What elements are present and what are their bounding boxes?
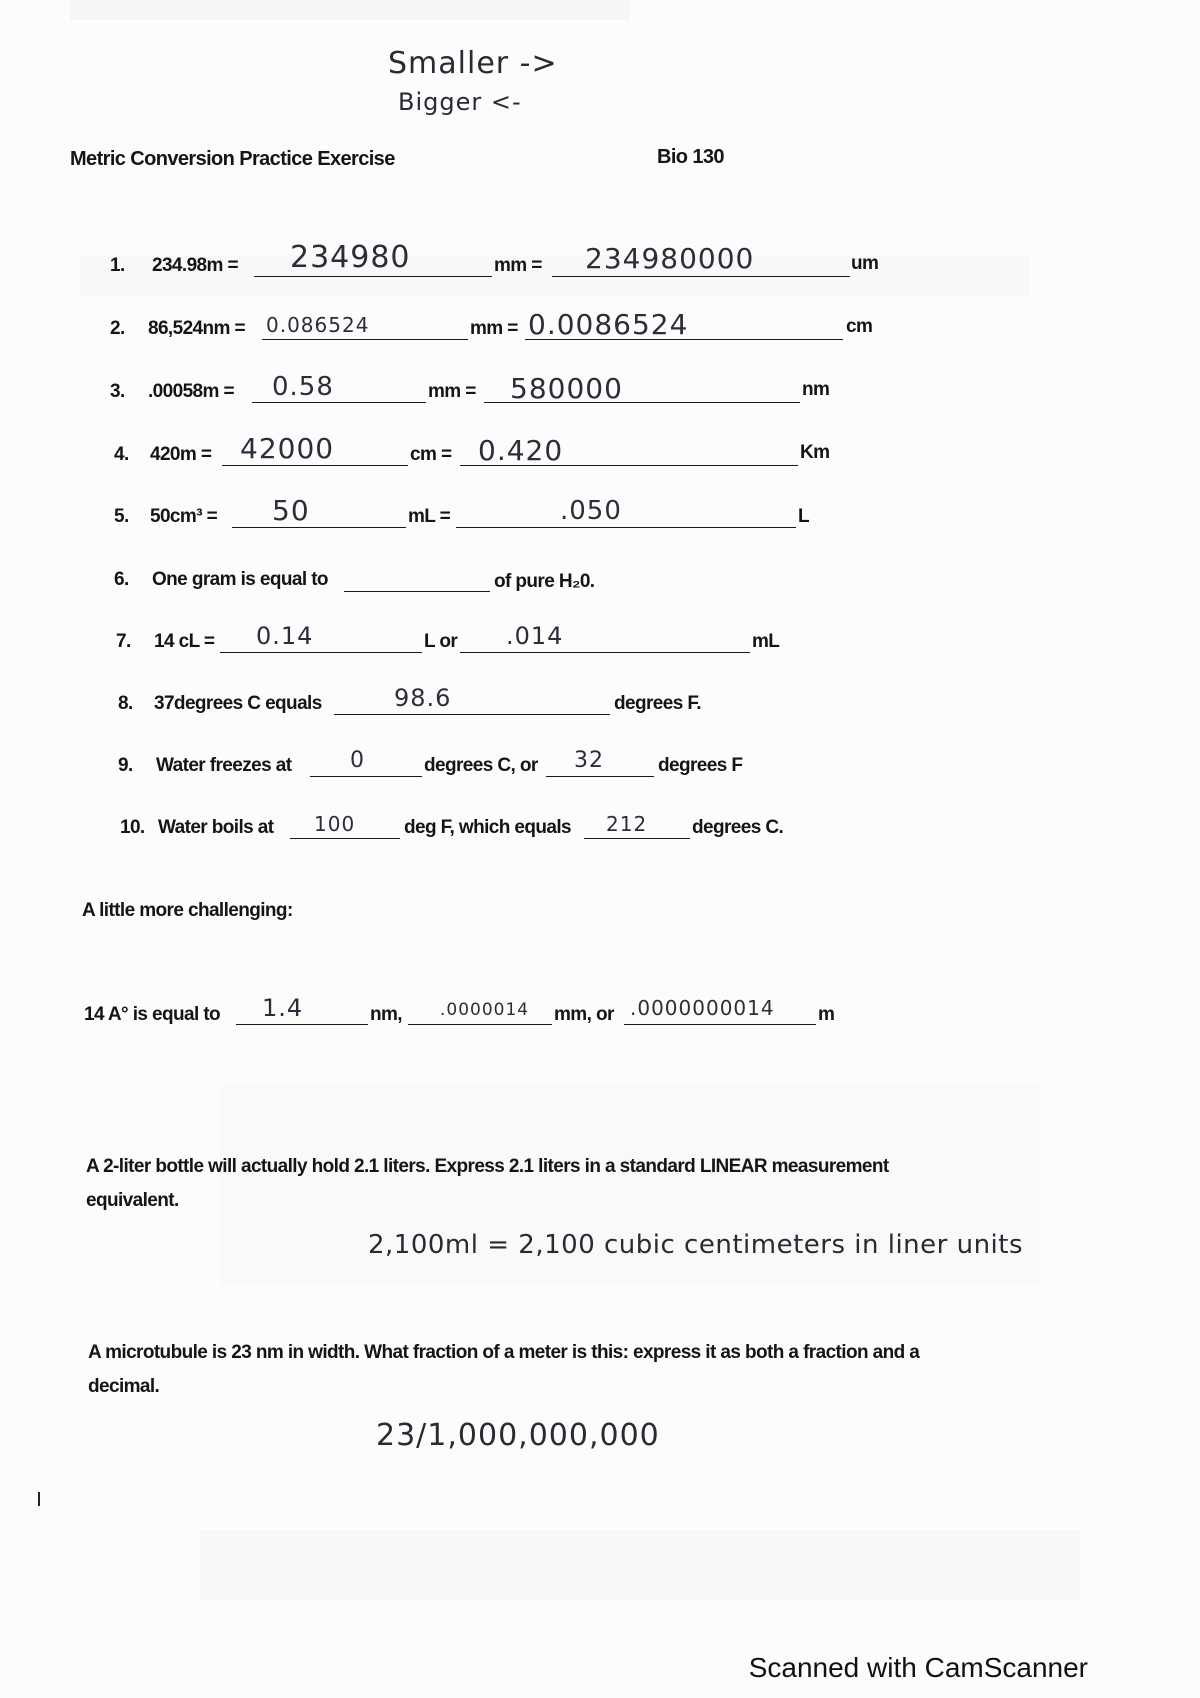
q9-blank-1[interactable] bbox=[310, 776, 422, 777]
bottle-linear: LINEAR bbox=[699, 1156, 767, 1177]
bleed-through bbox=[200, 1530, 1080, 1600]
q7-number: 7. bbox=[116, 631, 131, 652]
q3-number: 3. bbox=[110, 381, 125, 402]
q3-unit-2: nm bbox=[802, 379, 830, 400]
q6-prompt: One gram is equal to bbox=[152, 569, 328, 590]
course-code: Bio 130 bbox=[657, 146, 724, 168]
challenge-unit-1: nm, bbox=[370, 1004, 402, 1025]
stray-mark bbox=[38, 1492, 40, 1506]
note-bigger: Bigger <- bbox=[398, 88, 522, 116]
challenge-unit-2: mm, or bbox=[554, 1004, 614, 1025]
q3-blank-1[interactable] bbox=[252, 402, 426, 403]
q7-answer-2: .014 bbox=[506, 622, 564, 650]
q5-blank-2[interactable] bbox=[456, 527, 796, 528]
challenge-prompt: 14 A° is equal to bbox=[84, 1004, 221, 1025]
camscanner-watermark: Scanned with CamScanner bbox=[748, 1652, 1088, 1683]
page-title: Metric Conversion Practice Exercise bbox=[70, 148, 395, 170]
q9-blank-2[interactable] bbox=[546, 776, 654, 777]
q9-answer-1: 0 bbox=[350, 748, 365, 773]
q2-answer-2: 0.0086524 bbox=[528, 308, 689, 341]
q1-blank-2[interactable] bbox=[552, 276, 850, 277]
q3-unit-1: mm = bbox=[428, 381, 476, 402]
q3-answer-1: 0.58 bbox=[272, 372, 334, 402]
microtubule-answer: 23/1,000,000,000 bbox=[376, 1418, 660, 1453]
q8-blank[interactable] bbox=[334, 714, 610, 715]
q9-unit-2: degrees F bbox=[658, 755, 743, 776]
challenge-blank-2[interactable] bbox=[408, 1024, 552, 1025]
q10-blank-2[interactable] bbox=[584, 838, 690, 839]
note-smaller: Smaller -> bbox=[388, 46, 558, 81]
q2-unit-1: mm = bbox=[470, 318, 518, 339]
q3-answer-2: 580000 bbox=[510, 372, 623, 405]
q5-prompt: 50cm³ = bbox=[150, 506, 218, 527]
q9-prompt: Water freezes at bbox=[156, 755, 292, 776]
q8-answer: 98.6 bbox=[394, 684, 452, 712]
q9-unit-1: degrees C, or bbox=[424, 755, 538, 776]
q4-answer-2: 0.420 bbox=[478, 434, 564, 467]
q5-unit-2: L bbox=[798, 506, 810, 527]
q1-blank-1[interactable] bbox=[254, 276, 492, 277]
q7-prompt: 14 cL = bbox=[154, 631, 215, 652]
q9-number: 9. bbox=[118, 755, 133, 776]
q6-unit: of pure H₂0. bbox=[494, 571, 595, 592]
q5-answer-2: .050 bbox=[560, 496, 622, 526]
q10-answer-2: 212 bbox=[606, 812, 648, 836]
q1-unit-1: mm = bbox=[494, 255, 542, 276]
q9-answer-2: 32 bbox=[574, 748, 604, 773]
bottle-question-line2: equivalent. bbox=[86, 1190, 179, 1211]
q10-prompt: Water boils at bbox=[158, 817, 274, 838]
microtubule-question-line1: A microtubule is 23 nm in width. What fraction of a meter is this: express it as both a fraction and a bbox=[88, 1342, 920, 1363]
q3-prompt: .00058m = bbox=[148, 381, 234, 402]
challenge-blank-3[interactable] bbox=[624, 1024, 816, 1025]
q4-blank-1[interactable] bbox=[222, 465, 408, 466]
q7-answer-1: 0.14 bbox=[256, 622, 314, 650]
challenge-answer-3: .0000000014 bbox=[630, 996, 775, 1020]
q8-unit: degrees F. bbox=[614, 693, 701, 714]
q5-blank-1[interactable] bbox=[232, 527, 406, 528]
q2-number: 2. bbox=[110, 318, 125, 339]
q7-unit-1: L or bbox=[424, 631, 458, 652]
q7-unit-2: mL bbox=[752, 631, 780, 652]
bottle-answer: 2,100ml = 2,100 cubic centimeters in liner units bbox=[368, 1230, 1024, 1260]
q7-blank-1[interactable] bbox=[220, 652, 422, 653]
bottle-text-2: measurement bbox=[771, 1156, 889, 1177]
q10-answer-1: 100 bbox=[314, 812, 356, 836]
bleed-through bbox=[70, 0, 630, 20]
q6-blank[interactable] bbox=[344, 591, 490, 592]
q2-prompt: 86,524nm = bbox=[148, 318, 245, 339]
challenge-unit-3: m bbox=[818, 1004, 835, 1025]
q4-unit-2: Km bbox=[800, 442, 830, 463]
q4-prompt: 420m = bbox=[150, 444, 212, 465]
q10-number: 10. bbox=[120, 817, 145, 838]
q1-unit-2: um bbox=[851, 253, 879, 274]
q2-answer-1: 0.086524 bbox=[266, 313, 370, 337]
q6-number: 6. bbox=[114, 569, 129, 590]
challenge-blank-1[interactable] bbox=[236, 1024, 368, 1025]
q5-answer-1: 50 bbox=[272, 494, 310, 527]
challenge-heading: A little more challenging: bbox=[82, 900, 293, 921]
q2-blank-1[interactable] bbox=[262, 339, 468, 340]
q1-prompt: 234.98m = bbox=[152, 255, 238, 276]
q8-number: 8. bbox=[118, 693, 133, 714]
q4-unit-1: cm = bbox=[410, 444, 452, 465]
q4-number: 4. bbox=[114, 444, 129, 465]
challenge-answer-1: 1.4 bbox=[262, 994, 304, 1022]
q10-blank-1[interactable] bbox=[290, 838, 400, 839]
q1-answer-1: 234980 bbox=[290, 240, 411, 275]
q5-unit-1: mL = bbox=[408, 506, 451, 527]
q7-blank-2[interactable] bbox=[460, 652, 750, 653]
challenge-answer-2: .0000014 bbox=[440, 1000, 530, 1020]
bottle-question-line1 bbox=[86, 1156, 889, 1178]
bottle-text-1: A 2-liter bottle will actually hold 2.1 liters. Express 2.1 liters in a standard bbox=[86, 1156, 696, 1177]
q2-unit-2: cm bbox=[846, 316, 873, 337]
q4-answer-1: 42000 bbox=[240, 432, 335, 465]
q1-number: 1. bbox=[110, 255, 125, 276]
q10-unit-1: deg F, which equals bbox=[404, 817, 572, 838]
q1-answer-2: 234980000 bbox=[585, 242, 755, 275]
q8-prompt: 37degrees C equals bbox=[154, 693, 322, 714]
q10-unit-2: degrees C. bbox=[692, 817, 784, 838]
microtubule-question-line2: decimal. bbox=[88, 1376, 160, 1397]
q5-number: 5. bbox=[114, 506, 129, 527]
